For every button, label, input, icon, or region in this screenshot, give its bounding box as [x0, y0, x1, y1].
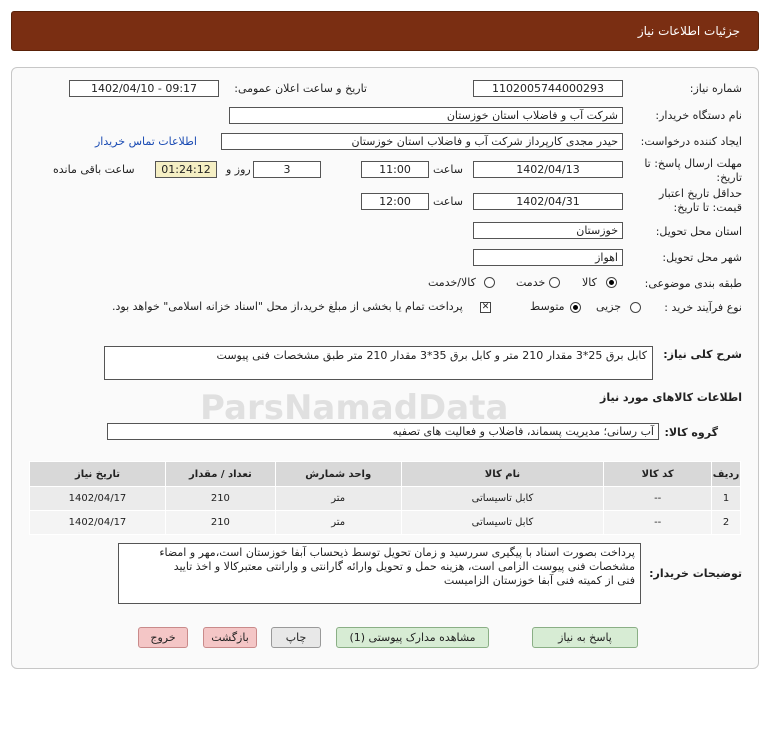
treasury-note: پرداخت تمام یا بخشی از مبلغ خرید،از محل "اسناد خزانه اسلامی" خواهد بود.: [112, 300, 463, 313]
buyer-notes-label: توضیحات خریدار:: [649, 567, 742, 580]
category-goods-label: کالا: [582, 276, 597, 289]
process-medium-label: متوسط: [530, 300, 565, 313]
cell-row: 2: [712, 511, 741, 535]
announce-label: تاریخ و ساعت اعلان عمومی:: [234, 82, 367, 95]
deadline-date-field: 1402/04/13: [473, 161, 623, 178]
exit-button[interactable]: خروج: [138, 627, 188, 648]
buyer-contact-link[interactable]: اطلاعات تماس خریدار: [95, 135, 197, 148]
col-qty-header: تعداد / مقدار: [165, 462, 275, 487]
days-field: 3: [253, 161, 321, 178]
process-minor-radio[interactable]: [630, 302, 641, 313]
cell-name: کابل تاسیساتی: [401, 511, 604, 535]
cell-unit: متر: [275, 511, 401, 535]
cell-qty: 210: [165, 487, 275, 511]
category-label: طبقه بندی موضوعی:: [644, 277, 742, 290]
need-number-field: 1102005744000293: [473, 80, 623, 97]
col-code-header: کد کالا: [604, 462, 712, 487]
table-row: [30, 487, 741, 511]
province-label: استان محل تحویل:: [655, 225, 742, 238]
table-header-row: [30, 462, 741, 487]
col-unit-header: واحد شمارش: [275, 462, 401, 487]
buyer-org-label: نام دستگاه خریدار:: [655, 109, 742, 122]
need-number-label: شماره نیاز:: [689, 82, 742, 95]
page-title: جزئیات اطلاعات نیاز: [637, 24, 740, 38]
cell-code: --: [604, 511, 712, 535]
page-header: [11, 11, 759, 51]
reply-button[interactable]: پاسخ به نیاز: [532, 627, 638, 648]
cell-code: --: [604, 487, 712, 511]
city-label: شهر محل تحویل:: [662, 251, 742, 264]
deadline-time-field: 11:00: [361, 161, 429, 178]
buyer-notes-field: [118, 543, 641, 604]
table-row: [30, 511, 741, 535]
process-medium-radio[interactable]: [570, 302, 581, 313]
treasury-checkbox[interactable]: ✕: [481, 302, 490, 312]
requester-label: ایجاد کننده درخواست:: [640, 135, 742, 148]
buyer-notes-line: پرداخت بصورت اسناد با پیگیری سررسید و زمان تحویل توسط ذیحساب آبفا خوزستان است،مهر و امضاء: [159, 546, 635, 559]
cell-date: 1402/04/17: [30, 487, 166, 511]
validity-label: حداقل تاریخ اعتبار قیمت: تا تاریخ:: [658, 187, 742, 214]
goods-group-field: آب رسانی؛ مدیریت پسماند، فاضلاب و فعالیت های تصفیه: [107, 423, 659, 440]
cell-qty: 210: [165, 511, 275, 535]
requester-field: حیدر مجدی کارپرداز شرکت آب و فاضلاب استان خوزستان: [221, 133, 623, 150]
print-button[interactable]: چاپ: [271, 627, 321, 648]
goods-group-label: گروه کالا:: [664, 426, 718, 439]
validity-date-field: 1402/04/31: [473, 193, 623, 210]
category-both-label: کالا/خدمت: [428, 276, 476, 289]
summary-field: کابل برق 25*3 مقدار 210 متر و کابل برق 35*3 مقدار 210 متر طبق مشخصات فنی پیوست: [104, 346, 653, 380]
col-row-header: ردیف: [712, 462, 741, 487]
category-goods-radio[interactable]: [606, 277, 617, 288]
cell-unit: متر: [275, 487, 401, 511]
city-field: اهواز: [473, 249, 623, 266]
remaining-label: ساعت باقی مانده: [53, 163, 135, 176]
buyer-notes-line: مشخصات فنی پیوست الزامی است، هزینه حمل و تحویل وارائه گارانتی و وارانتی معتبرکالا و اخذ تایید: [173, 560, 635, 573]
buyer-notes-line: فنی از کمیته فنی آبفا خوزستان الزامیست: [443, 574, 635, 587]
summary-label: شرح کلی نیاز:: [663, 348, 742, 361]
back-button[interactable]: بازگشت: [203, 627, 257, 648]
validity-time-field: 12:00: [361, 193, 429, 210]
cell-name: کابل تاسیساتی: [401, 487, 604, 511]
province-field: خوزستان: [473, 222, 623, 239]
category-service-label: خدمت: [516, 276, 546, 289]
deadline-time-label: ساعت: [433, 163, 463, 176]
days-label: روز و: [226, 163, 251, 176]
category-both-radio[interactable]: [484, 277, 495, 288]
col-name-header: نام کالا: [401, 462, 604, 487]
view-attachments-button[interactable]: مشاهده مدارک پیوستی (1): [336, 627, 489, 648]
cell-date: 1402/04/17: [30, 511, 166, 535]
goods-info-title: اطلاعات کالاهای مورد نیاز: [600, 391, 742, 404]
category-service-radio[interactable]: [549, 277, 560, 288]
col-date-header: تاریخ نیاز: [30, 462, 166, 487]
announce-field: 1402/04/10 - 09:17: [69, 80, 219, 97]
remaining-time-field: 01:24:12: [155, 161, 217, 178]
process-label: نوع فرآیند خرید :: [664, 301, 742, 314]
buyer-org-field: شرکت آب و فاضلاب استان خوزستان: [229, 107, 623, 124]
cell-row: 1: [712, 487, 741, 511]
items-table: [29, 461, 741, 535]
process-minor-label: جزیی: [596, 300, 622, 313]
validity-time-label: ساعت: [433, 195, 463, 208]
deadline-label: مهلت ارسال پاسخ: تا تاریخ:: [644, 157, 742, 184]
